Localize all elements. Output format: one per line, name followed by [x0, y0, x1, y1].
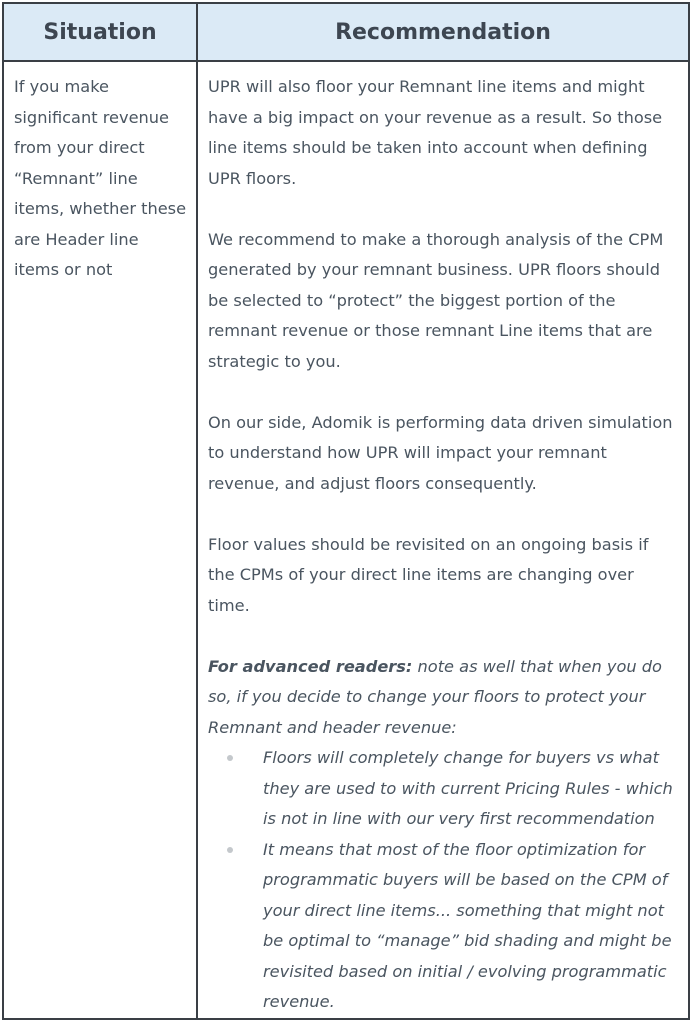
header-situation: Situation	[4, 4, 198, 60]
advanced-text: note as well that when you do so, if you decide to change your floors to protect your Remnant and header revenue:	[208, 656, 662, 737]
recommendation-paragraph-3: On our side, Adomik is performing data driven simulation to understand how UPR will impact your remnant revenue, and adjust floors consequently.	[208, 412, 673, 493]
advanced-label: For advanced readers:	[208, 656, 413, 676]
recommendation-paragraph-4: Floor values should be revisited on an ongoing basis if the CPMs of your direct line items are changing over time.	[208, 534, 649, 615]
situation-cell: If you make significant revenue from your direct “Remnant” line items, whether these are Header line items or not	[4, 62, 198, 1020]
bullet-item: It means that most of the floor optimization for programmatic buyers will be based on the CPM of your direct line items... something that might not be optimal to “manage” bid shading and might be revisited based on initial / evolving programmatic revenue.	[263, 835, 680, 1018]
recommendation-paragraph-1: UPR will also floor your Remnant line items and might have a big impact on your revenue as a result. So those line items should be taken into account when defining UPR floors.	[208, 77, 663, 188]
advanced-note	[208, 652, 680, 744]
bullet-item: Floors will completely change for buyers vs what they are used to with current Pricing Rules - which is not in line with our very first recommendation	[263, 743, 680, 835]
recommendation-cell	[198, 62, 688, 1020]
recommendation-paragraph-2: We recommend to make a thorough analysis of the CPM generated by your remnant business. UPR floors should be selected to “protect” the biggest portion of the remnant revenue or those remnant Line items that are strategic to you.	[208, 229, 664, 371]
advanced-bullets	[208, 743, 680, 1018]
header-recommendation: Recommendation	[335, 19, 551, 45]
recommendation-table	[2, 2, 690, 1020]
table-header	[4, 4, 688, 62]
table-row	[4, 62, 688, 1020]
